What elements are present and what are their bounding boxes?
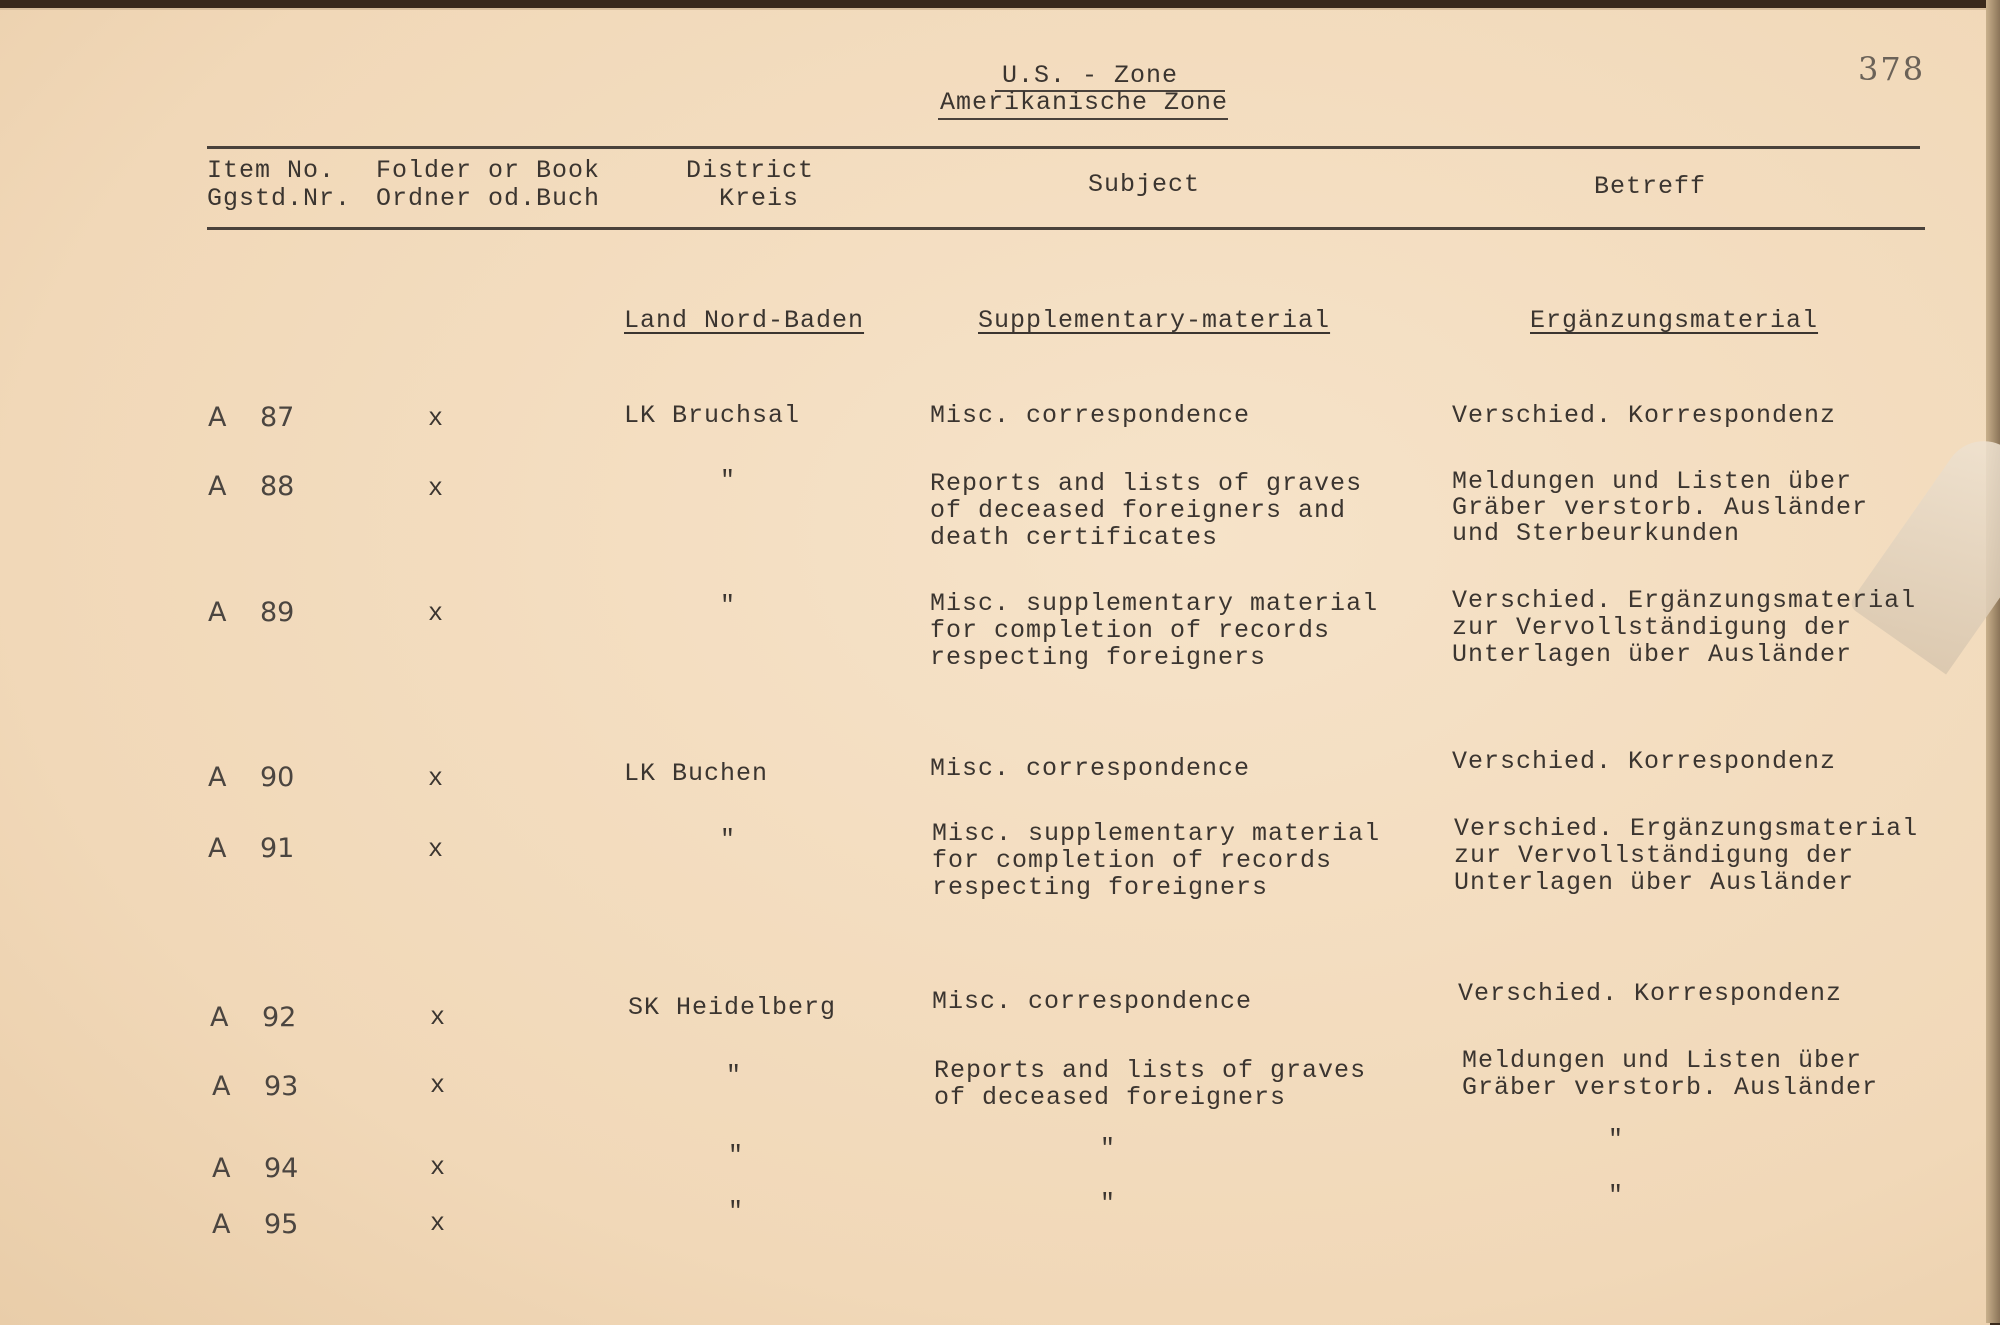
betreff-line: Gräber verstorb. Ausländer xyxy=(1462,1073,1879,1102)
betreff-line: Verschied. Korrespondenz xyxy=(1458,979,1843,1008)
item-prefix: A xyxy=(208,471,227,502)
district-cell: " xyxy=(728,1141,745,1170)
item-number: 94 xyxy=(264,1153,299,1184)
subject-line: for completion of records xyxy=(932,846,1333,875)
district-cell: " xyxy=(720,466,737,495)
folder-mark: x xyxy=(428,835,445,864)
subject-line: " xyxy=(1100,1134,1117,1163)
section-subject: Supplementary-material xyxy=(978,306,1331,335)
district-cell: LK Bruchsal xyxy=(624,401,801,430)
section-district: Land Nord-Baden xyxy=(624,306,865,335)
subject-line: Reports and lists of graves xyxy=(934,1056,1367,1085)
item-prefix: A xyxy=(212,1209,231,1240)
folder-mark: x xyxy=(430,1153,447,1182)
subject-line: for completion of records xyxy=(930,616,1331,645)
subject-line: respecting foreigners xyxy=(930,643,1267,672)
folder-mark: x xyxy=(428,764,445,793)
folder-mark: x xyxy=(428,404,445,433)
subject-line: Misc. supplementary material xyxy=(932,819,1381,848)
header-betreff: Betreff xyxy=(1594,172,1707,201)
item-number: 90 xyxy=(260,762,295,793)
item-prefix: A xyxy=(208,833,227,864)
subject-line: respecting foreigners xyxy=(932,873,1269,902)
item-prefix: A xyxy=(212,1153,231,1184)
subject-line: " xyxy=(1100,1189,1117,1218)
betreff-line: Meldungen und Listen über xyxy=(1452,467,1853,496)
zone-title-de: Amerikanische Zone xyxy=(940,88,1229,117)
betreff-line: " xyxy=(1608,1181,1625,1210)
betreff-line: und Sterbeurkunden xyxy=(1452,519,1741,548)
subject-line: of deceased foreigners xyxy=(934,1083,1287,1112)
betreff-line: Gräber verstorb. Ausländer xyxy=(1452,493,1869,522)
district-cell: LK Buchen xyxy=(624,759,769,788)
folder-mark: x xyxy=(430,1209,447,1238)
betreff-line: zur Vervollständigung der xyxy=(1452,613,1853,642)
district-cell: SK Heidelberg xyxy=(628,993,837,1022)
page-number: 378 xyxy=(1858,50,1926,88)
item-prefix: A xyxy=(208,402,227,433)
subject-line: Reports and lists of graves xyxy=(930,469,1363,498)
header-bottom-rule xyxy=(207,227,1925,230)
betreff-line: Verschied. Korrespondenz xyxy=(1452,747,1837,776)
item-number: 87 xyxy=(260,402,295,433)
title-underline-2 xyxy=(938,118,1228,120)
header-folder: Folder or Book Ordner od.Buch xyxy=(376,156,601,213)
betreff-line: Verschied. Ergänzungsmaterial xyxy=(1454,814,1919,843)
item-number: 92 xyxy=(262,1002,297,1033)
subject-line: Misc. supplementary material xyxy=(930,589,1379,618)
betreff-line: Verschied. Ergänzungsmaterial xyxy=(1452,586,1917,615)
betreff-line: " xyxy=(1608,1125,1625,1154)
subject-line: of deceased foreigners and xyxy=(930,496,1347,525)
subject-line: death certificates xyxy=(930,523,1219,552)
subject-line: Misc. correspondence xyxy=(932,987,1253,1016)
subject-line: Misc. correspondence xyxy=(930,754,1251,783)
item-number: 89 xyxy=(260,597,295,628)
zone-title-en: U.S. - Zone xyxy=(1002,61,1179,90)
district-cell: " xyxy=(726,1061,743,1090)
item-number: 93 xyxy=(264,1071,299,1102)
item-number: 88 xyxy=(260,471,295,502)
folder-mark: x xyxy=(428,599,445,628)
item-prefix: A xyxy=(208,762,227,793)
betreff-line: Verschied. Korrespondenz xyxy=(1452,401,1837,430)
betreff-line: Unterlagen über Ausländer xyxy=(1454,868,1855,897)
betreff-line: Unterlagen über Ausländer xyxy=(1452,640,1853,669)
item-prefix: A xyxy=(208,597,227,628)
betreff-line: zur Vervollständigung der xyxy=(1454,841,1855,870)
item-number: 91 xyxy=(260,833,295,864)
folder-mark: x xyxy=(430,1071,447,1100)
section-betreff: Ergänzungsmaterial xyxy=(1530,306,1819,335)
header-top-rule xyxy=(207,146,1920,149)
item-prefix: A xyxy=(212,1071,231,1102)
folder-mark: x xyxy=(430,1003,447,1032)
item-prefix: A xyxy=(210,1002,229,1033)
district-cell: " xyxy=(720,591,737,620)
header-district: District Kreis xyxy=(686,156,815,213)
district-cell: " xyxy=(720,825,737,854)
item-number: 95 xyxy=(264,1209,299,1240)
district-cell: " xyxy=(728,1197,745,1226)
betreff-line: Meldungen und Listen über xyxy=(1462,1046,1863,1075)
subject-line: Misc. correspondence xyxy=(930,401,1251,430)
book-edge xyxy=(1986,0,2000,1323)
folder-mark: x xyxy=(428,474,445,503)
header-subject: Subject xyxy=(1088,170,1201,199)
header-item-no: Item No. Ggstd.Nr. xyxy=(207,156,352,213)
